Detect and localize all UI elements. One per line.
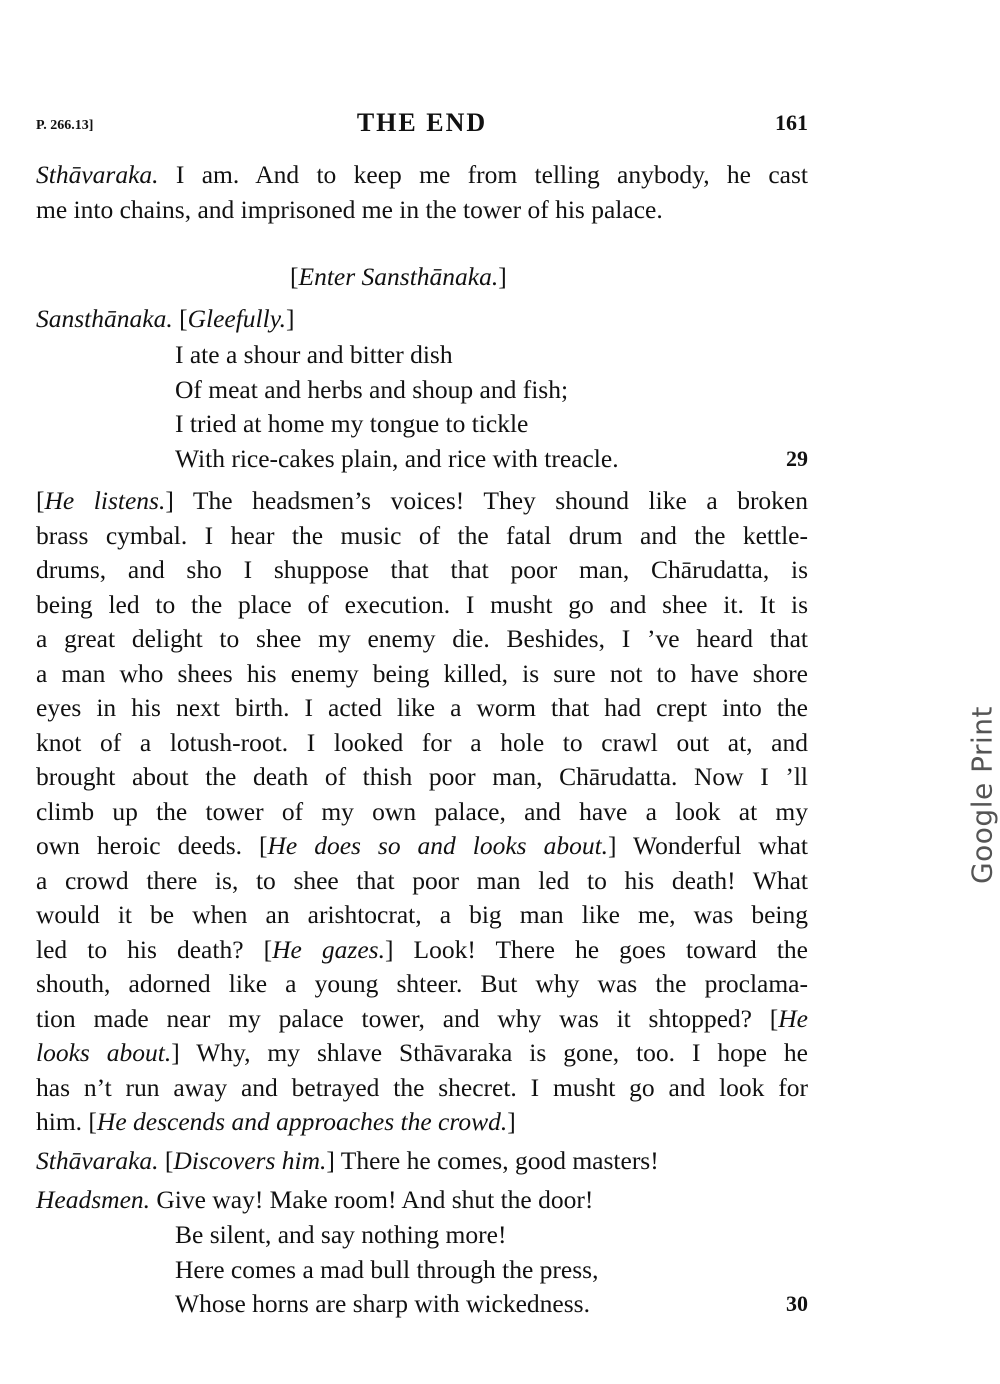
text-line: a great delight to shee my enemy die. Beshides, I ’ve heard that — [36, 624, 808, 653]
text-line — [36, 158, 808, 193]
stage-direction-text: He gazes. — [272, 934, 385, 964]
text-line: a crowd there is, to shee that poor man led to his death! What — [36, 865, 808, 895]
watermark-text: Google Print — [965, 705, 999, 885]
text-line — [36, 1105, 808, 1140]
text-line: climb up the tower of my own palace, and have a look at my — [36, 796, 808, 826]
line-text: ] The headsmen’s voices! They shound like a broken — [165, 486, 809, 515]
verse-line: Be silent, and say nothing more! — [175, 1220, 507, 1249]
line-text: ] Look! There he goes toward the — [384, 934, 808, 964]
text-line — [36, 1183, 808, 1218]
text-line — [36, 1036, 808, 1071]
text-line: knot of a lotush-root. I looked for a hole to crawl out at, and — [36, 727, 808, 757]
bracket: ] — [498, 262, 507, 291]
bracket: [ — [290, 262, 299, 291]
stage-direction-text: Discovers him. — [173, 1146, 327, 1175]
verse-line-text: Give way! Make room! And shut the door! — [150, 1185, 594, 1214]
text-line: drums, and sho I shuppose that that poor man, Chārudatta, is — [36, 555, 808, 584]
line-text: own heroic deeds. [ — [36, 831, 268, 860]
page-number: 161 — [775, 110, 808, 135]
bracket: ] — [507, 1107, 516, 1136]
text-line — [36, 1144, 808, 1179]
speaker-line-sansthanaka — [36, 302, 808, 337]
speaker-name: Sansthānaka. — [36, 304, 173, 333]
line-text: I am. And to keep me from telling anybody, he cast — [158, 160, 808, 189]
text-line: me into chains, and imprisoned me in the tower of his palace. — [36, 194, 663, 224]
verse-line: Of meat and herbs and shoup and fish; — [175, 374, 569, 404]
text-line — [36, 933, 808, 968]
verse-number: 29 — [786, 445, 808, 471]
running-header — [36, 108, 808, 144]
stage-direction-text: He — [778, 1003, 808, 1033]
line-text: him. [ — [36, 1107, 97, 1136]
text-line: a man who shees his enemy being killed, is sure not to have shore — [36, 658, 808, 688]
speaker-name: Headsmen. — [36, 1185, 151, 1214]
line-text: led to his death? [ — [36, 934, 273, 964]
verse-line — [175, 442, 808, 477]
bracket: [ — [158, 1146, 174, 1175]
line-text: ] There he comes, good masters! — [326, 1146, 659, 1175]
text-line: would it be when an arishtocrat, a big man like me, was being — [36, 900, 808, 929]
speaker-line-sthavaraka — [36, 1144, 808, 1179]
line-text: tion made near my palace tower, and why was it shtopped? [ — [36, 1003, 779, 1033]
verse-line: Here comes a mad bull through the press, — [175, 1254, 599, 1284]
opening-paragraph — [36, 158, 808, 227]
speaker-name: Sthāvaraka. — [36, 1146, 159, 1175]
stage-direction-text: Enter Sansthānaka. — [298, 262, 499, 291]
stage-direction-text: He descends and approaches the crowd. — [96, 1107, 508, 1136]
text-line: brought about the death of thish poor man, Chārudatta. Now I ’ll — [36, 762, 808, 791]
verse-line — [175, 1287, 808, 1322]
verse-line: I tried at home my tongue to tickle — [175, 409, 529, 438]
stage-direction-text: He listens. — [44, 486, 166, 515]
text-line: brass cymbal. I hear the music of the fatal drum and the kettle- — [36, 520, 808, 550]
line-text: ] Wonderful what — [608, 831, 809, 860]
speaker-line-headsmen — [36, 1183, 808, 1218]
speaker-name: Sthāvaraka. — [36, 160, 159, 189]
verse-30 — [175, 1218, 808, 1322]
text-line — [36, 302, 808, 337]
verse-number: 30 — [786, 1291, 808, 1316]
stage-direction-text: looks about. — [36, 1038, 172, 1067]
bracket: [ — [172, 304, 188, 333]
stage-direction-enter — [290, 262, 590, 292]
text-line: eyes in his next birth. I acted like a worm that had crept into the — [36, 693, 808, 722]
text-line: being led to the place of execution. I musht go and shee it. It is — [36, 589, 808, 619]
verse-line-text: With rice-cakes plain, and rice with treacle. — [175, 443, 619, 473]
line-text: ] Why, my shlave Sthāvaraka is gone, too. I hope he — [171, 1038, 808, 1067]
text-line: shouth, adorned like a young shteer. But why was the proclama- — [36, 969, 808, 998]
page-reference: P. 266.13] — [36, 118, 94, 133]
text-line — [36, 484, 808, 519]
text-line — [36, 1002, 808, 1037]
verse-29 — [175, 338, 808, 476]
prose-paragraph — [36, 484, 808, 1140]
stage-direction-text: Gleefully. — [187, 304, 287, 333]
google-print-watermark — [962, 700, 1000, 890]
chapter-title: THE END — [356, 108, 488, 137]
bracket: [ — [36, 486, 45, 515]
bracket: ] — [286, 304, 295, 333]
text-line: has n’t run away and betrayed the shecret. I musht go and look for — [36, 1072, 808, 1102]
verse-line: I ate a shour and bitter dish — [175, 340, 453, 369]
stage-direction-text: He does so and looks about. — [267, 831, 609, 860]
text-line — [36, 829, 808, 864]
verse-line-text: Whose horns are sharp with wickedness. — [175, 1289, 590, 1318]
